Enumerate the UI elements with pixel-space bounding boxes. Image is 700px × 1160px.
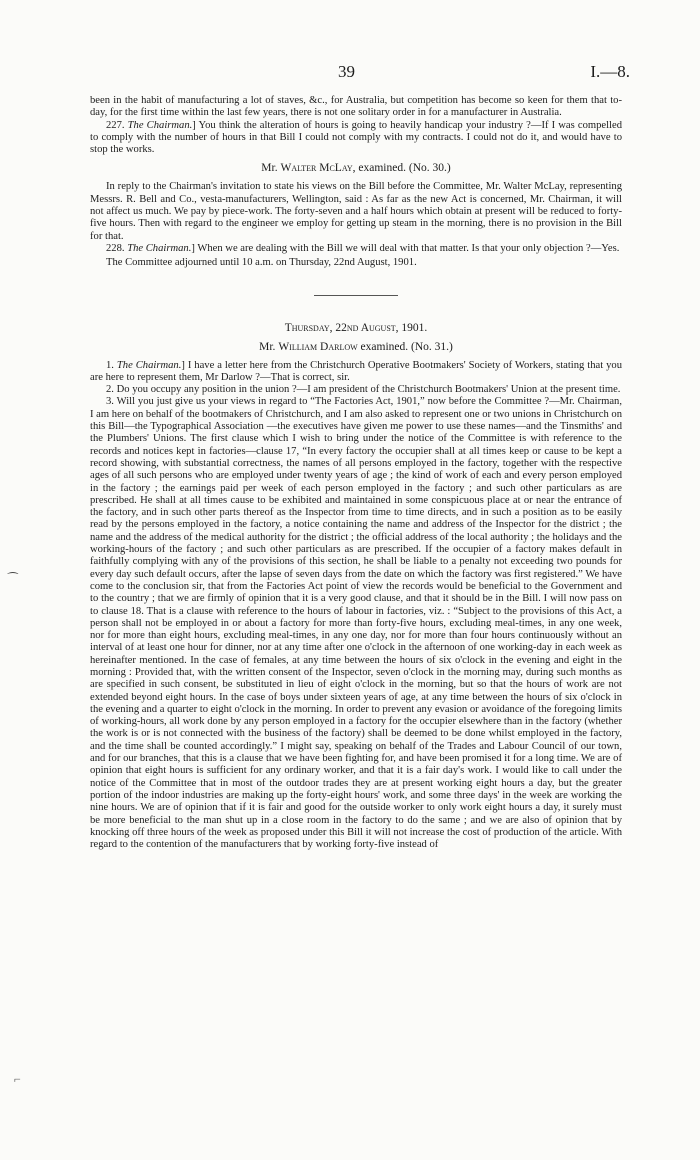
margin-mark: ⌐ [14, 1072, 21, 1086]
question-3: 3. Will you just give us your views in regard to “The Factories Act, 1901,” now before the Committee ?—Mr. Chairman, I am here on behalf of the bootmakers of Christchurch, and I am also asked to represent one or two unions in Christchurch on this Bill—the Typographical Association —the executives have given me power to use these names—and the Tinsmiths' and the Plumbers' Unions. The first clause which I wish to bring under the notice of the Committee is with reference to the records and notices kept in factories—clause 17, “In every factory the occupier shall at all times keep or cause to be kept a record showing, with substantial correctness, the names of all persons employed in the factory, together with the respective ages of all such persons who are employed under twenty years of age ; the kind of work of each and every person employed in the factory ; the earnings paid per week of each person employed in the factory ; and such other particulars as are prescribed. He shall at all times cause to be exhibited and maintained in some conspicuous place at or near the entrance of the factory, and in such other parts thereof as the Inspector from time to time directs, and in such a position as to be easily read by the persons employed in the factory, a notice containing the name and address of the Inspector for the district ; the name and the address of the medical authority for the district ; the official address of the local authority ; the holidays and the working-hours of the factory ; and such other particulars as are prescribed. If the occupier of a factory makes default in faithfully complying with any of the provisions of this section, he shall be liable to a penalty not exceeding two pounds for every day such default occurs, after the lapse of seven days from the date on which the factory was first registered.” We have come to the conclusion sir, that from the Factories Act point of view the records would be beneficial to the Government and to the country ; that we are firmly of opinion that it is a very good clause, and that it should be in the Bill. I will now pass on to clause 18. That is a clause with reference to the hours of labour in factories, viz. : “Subject to the provisions of this Act, a person shall not be employed in or about a factory for more than forty-five hours, excluding meal-times, in any one week, nor for more than eight hours, excluding meal-times, in any one day, nor for more than four hours continuously without an interval of at least one hour for dinner, nor at any time after one o'clock in the afternoon of one working-day in each week as hereinafter mentioned. In the case of females, at any time between the hours of six o'clock in the evening and eight in the morning : Provided that, with the written consent of the Inspector, seven o'clock in the morning may, during such months as are specified in such consent, be substituted in lieu of eight o'clock in the morning, but so that the hours of work are not extended beyond eight hours. In the case of boys under sixteen years of age, at any time between the hours of six o'clock in the evening and a quarter to eight o'clock in the morning. In order to prevent any evasion or avoidance of the foregoing limits of working-hours, all work done by any person employed in a factory for the occupier elsewhere than in the factory (whether the work is or is not connected with the business of the factory) shall be deemed to be done whilst employed in the factory, and the time shall be counted accordingly.” I might say, speaking on behalf of the Trades and Labour Council of our town, and for our branches, that this is a clause that we have been fighting for, and have been promised it for a long time. We are of opinion that eight hours is sufficient for any ordinary worker, and that it is a fair day's work. I would like to call under the notice of the Committee that in most of the outdoor trades they are at present working eight hours a day, but the greater portion of the indoor industries are making up the forty-eight hours' work, and some three days' in the week are working the nine hours. We are of opinion that if it is fair and good for the outside worker to only work eight hours a day, it surely must be more beneficial to the man shut up in a close room in the factory to do the same ; and we are also of opinion that by knocking off three hours of the week as proposed under this Bill it will not increase the cost of production of the article. With regard to the contention of the manufacturers that by working forty-five instead of [90, 396, 622, 851]
speaker-label: The Chairman. [116, 359, 182, 371]
question-228: 228. The Chairman.] When we are dealing with the Bill we will deal with that matter. Is that your only objection ?—Yes. [106, 242, 620, 254]
speaker-label: The Chairman. [127, 242, 192, 254]
intro-paragraph: been in the habit of manufacturing a lot of staves, &c., for Australia, but competition has become so keen for them that to-day, for the first time within the last few years, there is not one solitary order in for a manufacturer in Australia. [90, 95, 622, 119]
session-date: Thursday, 22nd August, 1901. [284, 321, 428, 334]
witness-heading-31: Mr. William Darlow examined. (No. 31.) [259, 340, 453, 353]
question-2: 2. Do you occupy any position in the union ?—I am president of the Christchurch Bootmakers' Union at the present time. [106, 384, 621, 396]
page-number: 39 [338, 62, 355, 81]
adjournment-note: The Committee adjourned until 10 a.m. on Thursday, 22nd August, 1901. [106, 257, 417, 269]
witness-statement: In reply to the Chairman's invitation to state his views on the Bill before the Committee, Mr. Walter McLay, representing Messrs. R. Bell and Co., vesta-manufacturers, Wellington, said : As far as the new Act is concerned, Mr. Chairman, it will not affect us much. We pay by piece-work. The forty-seven and a half hours which obtain at present will be reduced to forty-five hours. Then with regard to the engineer we employ for getting up steam in the morning, there is no provision in the Bill for that. [90, 181, 622, 242]
question-1: 1. The Chairman.] I have a letter here from the Christchurch Operative Bootmakers' Society of Workers, stating that you are here to represent them, Mr Darlow ?—That is correct, sir. [90, 359, 622, 383]
page-header [0, 62, 700, 84]
witness-heading-30: Mr. Walter McLay, examined. (No. 30.) [261, 162, 451, 175]
speaker-label: The Chairman. [127, 119, 193, 131]
document-reference: I.—8. [590, 62, 630, 81]
document-body [90, 95, 622, 851]
section-divider [314, 295, 398, 296]
margin-mark: ⁀ [8, 572, 18, 586]
question-227: 227. The Chairman.] You think the alteration of hours is going to heavily handicap your industry ?—If I was compelled to comply with the number of hours in that Bill I could not comply with my contracts. I could not do it, and would have to stop the works. [90, 119, 622, 156]
